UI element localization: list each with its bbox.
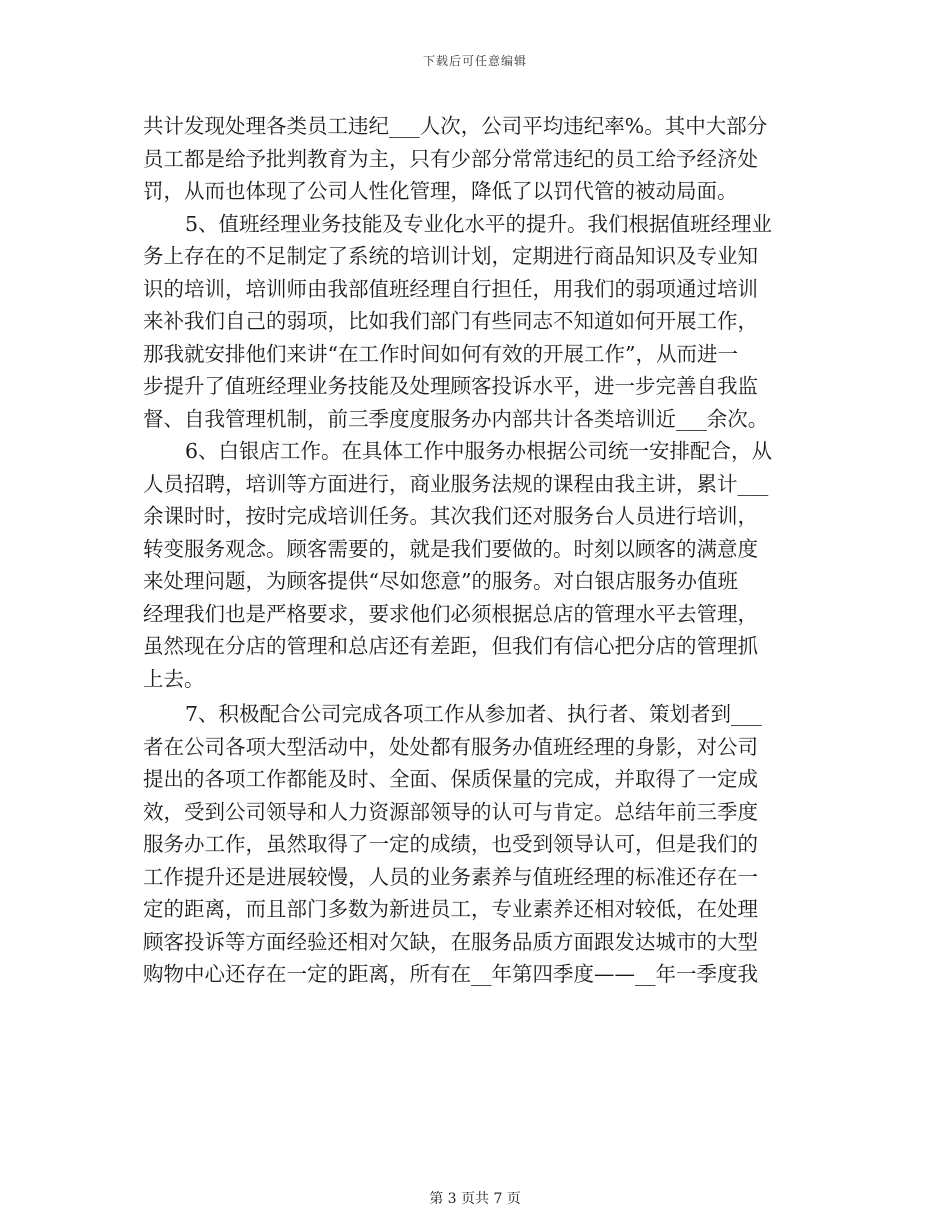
text-line: 人员招聘，培训等方面进行，商业服务法规的课程由我主讲，累计___ <box>143 471 769 496</box>
paragraph-6-start: 6、白银店工作。在具体工作中服务办根据公司统一安排配合，从 <box>185 439 773 463</box>
text-line: 经理我们也是严格要求，要求他们必须根据总店的管理水平去管理， <box>143 601 758 626</box>
paragraph-7-start: 7、积极配合公司完成各项工作从参加者、执行者、策划者到___ <box>185 702 762 726</box>
text-line: 购物中心还存在一定的距离，所有在__年第四季度——__年一季度我 <box>143 962 758 986</box>
text-line: 虽然现在分店的管理和总店还有差距，但我们有信心把分店的管理抓 <box>143 634 758 658</box>
text-line: 上去。 <box>143 666 205 691</box>
text-line: 督、自我管理机制，前三季度度服务办内部共计各类培训近___余次。 <box>143 406 769 431</box>
text-line: 来处理问题，为顾客提供“尽如您意”的服务。对白银店服务办值班 <box>143 569 738 593</box>
text-line: 员工都是给予批判教育为主，只有少部分常常违纪的员工给予经济处 <box>143 146 758 171</box>
text-line: 提出的各项工作都能及时、全面、保质保量的完成，并取得了一定成 <box>143 767 758 791</box>
text-line: 转变服务观念。顾客需要的，就是我们要做的。时刻以顾客的满意度 <box>143 536 758 561</box>
text-line: 定的距离，而且部门多数为新进员工，专业素养还相对较低，在处理 <box>143 897 758 921</box>
text-line: 服务办工作，虽然取得了一定的成绩，也受到领导认可，但是我们的 <box>143 832 758 856</box>
text-line: 共计发现处理各类员工违纪___人次，公司平均违纪率%。其中大部分 <box>143 114 768 138</box>
text-line: 效，受到公司领导和人力资源部领导的认可与肯定。总结年前三季度 <box>143 799 758 824</box>
text-line: 来补我们自己的弱项，比如我们部门有些同志不知道如何开展工作， <box>143 309 758 333</box>
page-number-footer: 第 3 页共 7 页 <box>429 1191 521 1207</box>
text-line: 务上存在的不足制定了系统的培训计划，定期进行商品知识及专业知 <box>143 244 758 268</box>
text-line: 那我就安排他们来讲“在工作时间如何有效的开展工作”，从而进一 <box>143 341 738 366</box>
paragraph-5-start: 5、值班经理业务技能及专业化水平的提升。我们根据值班经理业 <box>185 211 773 236</box>
text-line: 步提升了值班经理业务技能及处理顾客投诉水平，进一步完善自我监 <box>143 374 758 398</box>
document-body <box>143 110 803 991</box>
text-line: 罚，从而也体现了公司人性化管理，降低了以罚代管的被动局面。 <box>143 179 738 203</box>
text-line: 者在公司各项大型活动中，处处都有服务办值班经理的身影，对公司 <box>143 734 758 759</box>
text-line: 余课时时，按时完成培训任务。其次我们还对服务台人员进行培训， <box>143 504 758 528</box>
text-line: 工作提升还是进展较慢，人员的业务素养与值班经理的标准还存在一 <box>143 864 758 889</box>
text-line: 识的培训，培训师由我部值班经理自行担任，用我们的弱项通过培训 <box>143 276 758 301</box>
text-line: 顾客投诉等方面经验还相对欠缺，在服务品质方面跟发达城市的大型 <box>143 929 758 954</box>
page-header: 下载后可任意编辑 <box>422 54 527 68</box>
